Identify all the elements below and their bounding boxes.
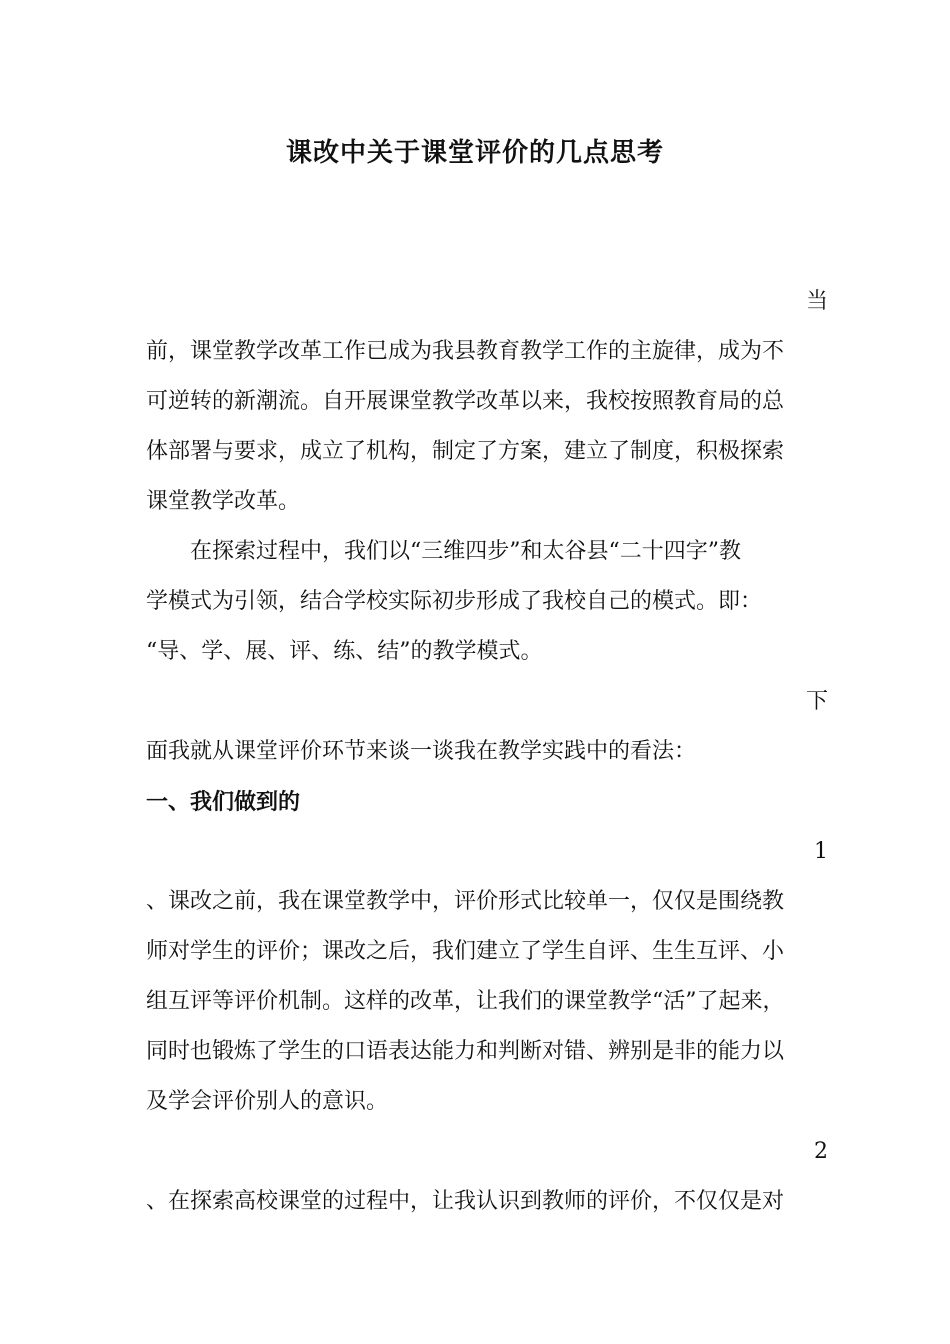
item-number: 1	[814, 839, 828, 864]
paragraph-line: 面我就从课堂评价环节来谈一谈我在教学实践中的看法：	[146, 739, 697, 764]
paragraph-lead-char: 下	[805, 689, 828, 714]
paragraph-line: 、课改之前，我在课堂教学中，评价形式比较单一，仅仅是围绕教	[146, 889, 785, 914]
paragraph-lead-char: 当	[805, 289, 828, 314]
paragraph-line: 及学会评价别人的意识。	[146, 1089, 389, 1114]
paragraph-line: 组互评等评价机制。这样的改革，让我们的课堂教学“活”了起来，	[146, 989, 785, 1014]
paragraph-line: 同时也锻炼了学生的口语表达能力和判断对错、辨别是非的能力以	[146, 1039, 785, 1064]
paragraph-line: 可逆转的新潮流。自开展课堂教学改革以来，我校按照教育局的总	[146, 389, 785, 414]
paragraph-line: 、在探索高校课堂的过程中，让我认识到教师的评价，不仅仅是对	[146, 1189, 785, 1214]
document-title: 课改中关于课堂评价的几点思考	[285, 138, 664, 168]
item-number: 2	[814, 1139, 828, 1164]
paragraph-line: 前，课堂教学改革工作已成为我县教育教学工作的主旋律，成为不	[146, 339, 785, 364]
section-heading: 一、我们做到的	[146, 789, 301, 815]
paragraph-line: “导、学、展、评、练、结”的教学模式。	[146, 639, 543, 664]
paragraph-line: 在探索过程中，我们以“三维四步”和太谷县“二十四字”教	[190, 539, 741, 564]
paragraph-line: 师对学生的评价；课改之后，我们建立了学生自评、生生互评、小	[146, 939, 785, 964]
paragraph-line: 体部署与要求，成立了机构，制定了方案，建立了制度，积极探索	[146, 439, 785, 464]
paragraph-line: 学模式为引领，结合学校实际初步形成了我校自己的模式。即：	[146, 589, 763, 614]
paragraph-line: 课堂教学改革。	[146, 489, 301, 514]
